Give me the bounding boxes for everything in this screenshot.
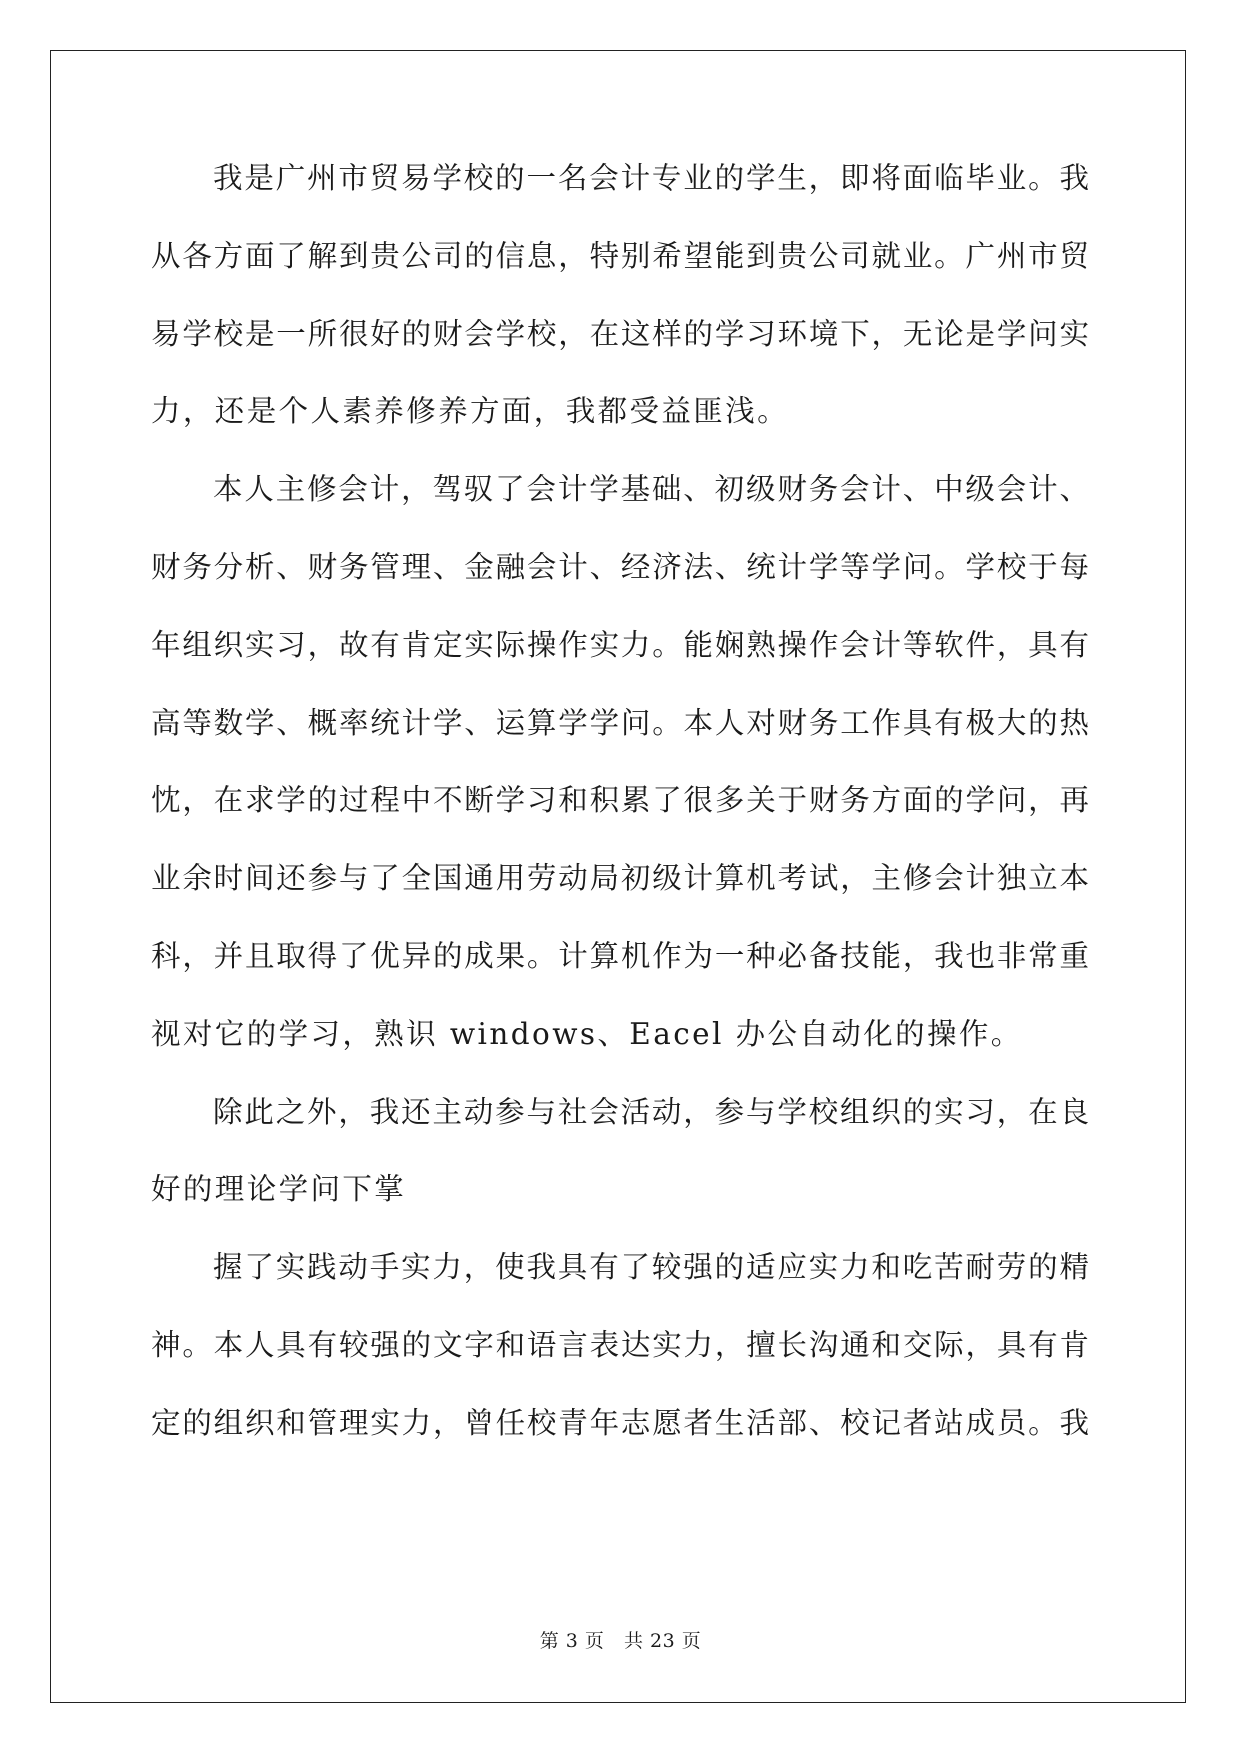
text-line: 握了实践动手实力，使我具有了较强的适应实力和吃苦耐劳的精 [213,1250,1089,1285]
text-line: 神。本人具有较强的文字和语言表达实力，擅长沟通和交际，具有肯 [151,1327,1089,1362]
page-number-footer: 第 3 页 共 23 页 [539,1630,702,1652]
text-line: 我是广州市贸易学校的一名会计专业的学生，即将面临毕业。我 [213,161,1089,195]
text-line: 财务分析、财务管理、金融会计、经济法、统计学等学问。学校于每 [151,549,1089,584]
text-line: 好的理论学问下掌 [151,1172,407,1207]
text-line: 年组织实习，故有肯定实际操作实力。能娴熟操作会计等软件，具有 [151,627,1089,662]
text-line: 定的组织和管理实力，曾任校青年志愿者生活部、校记者站成员。我 [151,1405,1089,1440]
document-body [151,162,1089,1485]
text-line: 视对它的学习，熟识 windows、Eacel 办公自动化的操作。 [151,1016,1023,1051]
text-line: 科，并且取得了优异的成果。计算机作为一种必备技能，我也非常重 [151,938,1089,973]
text-line: 除此之外，我还主动参与社会活动，参与学校组织的实习，在良 [213,1094,1089,1129]
text-line: 高等数学、概率统计学、运算学学问。本人对财务工作具有极大的热 [151,705,1089,740]
text-line: 本人主修会计，驾驭了会计学基础、初级财务会计、中级会计、 [213,472,1089,507]
text-line: 力，还是个人素养修养方面，我都受益匪浅。 [151,394,790,429]
text-line: 业余时间还参与了全国通用劳动局初级计算机考试，主修会计独立本 [151,861,1089,896]
text-line: 从各方面了解到贵公司的信息，特别希望能到贵公司就业。广州市贸 [151,238,1089,273]
text-line: 易学校是一所很好的财会学校，在这样的学习环境下，无论是学问实 [151,316,1089,351]
text-line: 忱，在求学的过程中不断学习和积累了很多关于财务方面的学问，再 [151,783,1089,818]
